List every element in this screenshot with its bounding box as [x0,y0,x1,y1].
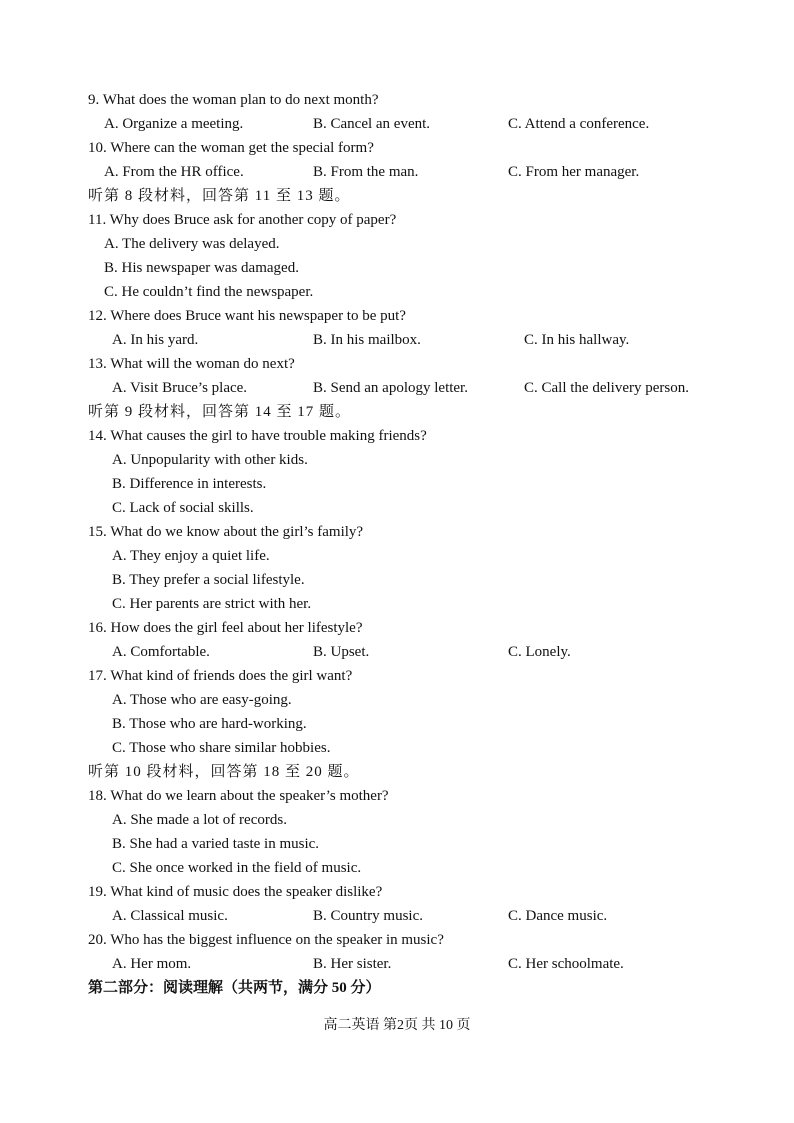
q18-option-b: B. She had a varied taste in music. [112,836,320,852]
question-18: 18. What do we learn about the speaker’s mother? [88,788,389,804]
q16-option-c: C. Lonely. [508,644,571,660]
q9-option-c: C. Attend a conference. [508,116,650,132]
question-10: 10. Where can the woman get the special form? [88,140,374,156]
question-14: 14. What causes the girl to have trouble making friends? [88,428,427,444]
q15-option-b: B. They prefer a social lifestyle. [112,572,305,588]
q10-option-a: A. From the HR office. [104,164,244,180]
q11-option-c: C. He couldn’t find the newspaper. [104,284,314,300]
question-13: 13. What will the woman do next? [88,356,295,372]
q20-option-a: A. Her mom. [112,956,192,972]
q19-option-b: B. Country music. [313,908,424,924]
q10-option-c: C. From her manager. [508,164,640,180]
section-8-instruction: 听第 8 段材料，回答第 11 至 13 题。 [88,188,351,204]
question-11: 11. Why does Bruce ask for another copy of paper? [88,212,397,228]
q11-option-a: A. The delivery was delayed. [104,236,280,252]
q13-option-b: B. Send an apology letter. [313,380,468,396]
question-19: 19. What kind of music does the speaker dislike? [88,884,383,900]
q9-option-a: A. Organize a meeting. [104,116,244,132]
q10-option-b: B. From the man. [313,164,419,180]
q17-option-b: B. Those who are hard-working. [112,716,307,732]
q20-option-c: C. Her schoolmate. [508,956,624,972]
q14-option-a: A. Unpopularity with other kids. [112,452,308,468]
question-12: 12. Where does Bruce want his newspaper to be put? [88,308,406,324]
q12-option-b: B. In his mailbox. [313,332,421,348]
part-2-heading: 第二部分：阅读理解（共两节，满分 50 分） [88,980,381,996]
q19-option-a: A. Classical music. [112,908,228,924]
q16-option-b: B. Upset. [313,644,370,660]
q11-option-b: B. His newspaper was damaged. [104,260,299,276]
q9-option-b: B. Cancel an event. [313,116,431,132]
q16-option-a: A. Comfortable. [112,644,210,660]
q12-option-a: A. In his yard. [112,332,199,348]
q13-option-a: A. Visit Bruce’s place. [112,380,248,396]
q14-option-c: C. Lack of social skills. [112,500,254,516]
q14-option-b: B. Difference in interests. [112,476,267,492]
question-15: 15. What do we know about the girl’s family? [88,524,364,540]
section-10-instruction: 听第 10 段材料，回答第 18 至 20 题。 [88,764,360,780]
q17-option-c: C. Those who share similar hobbies. [112,740,331,756]
question-9: 9. What does the woman plan to do next month? [88,92,379,108]
q18-option-a: A. She made a lot of records. [112,812,287,828]
q20-option-b: B. Her sister. [313,956,392,972]
q12-option-c: C. In his hallway. [524,332,630,348]
question-16: 16. How does the girl feel about her lifestyle? [88,620,363,636]
q18-option-c: C. She once worked in the field of music. [112,860,362,876]
q15-option-c: C. Her parents are strict with her. [112,596,312,612]
question-20: 20. Who has the biggest influence on the speaker in music? [88,932,444,948]
page-footer: 高二英语 第2页 共 10 页 [323,1018,471,1033]
q17-option-a: A. Those who are easy-going. [112,692,292,708]
q13-option-c: C. Call the delivery person. [524,380,689,396]
q19-option-c: C. Dance music. [508,908,608,924]
q15-option-a: A. They enjoy a quiet life. [112,548,270,564]
question-17: 17. What kind of friends does the girl want? [88,668,353,684]
section-9-instruction: 听第 9 段材料，回答第 14 至 17 题。 [88,404,352,420]
